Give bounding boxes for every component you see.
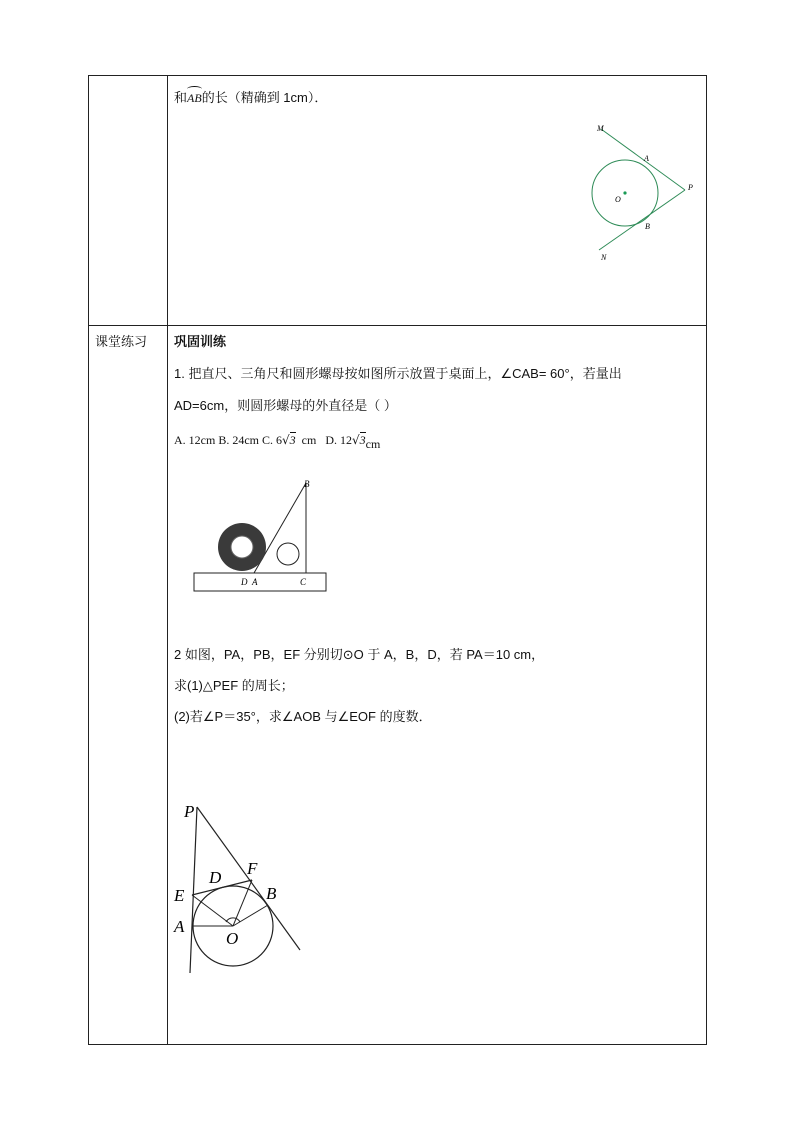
label-B: B — [266, 884, 277, 903]
option-c-prefix: C. 6 — [262, 433, 283, 447]
sqrt-sign: √ — [352, 433, 360, 447]
nut-inner — [231, 536, 253, 558]
label-O: O — [615, 195, 621, 204]
table-border-top — [88, 75, 707, 76]
label-D: D — [209, 868, 222, 887]
option-d-unit: cm — [365, 437, 381, 451]
option-c-root: 3 — [289, 433, 296, 447]
label-O: O — [226, 929, 239, 948]
label-N: N — [601, 253, 607, 262]
tangent-PA — [190, 807, 197, 973]
table-border-left — [88, 75, 89, 1045]
q2-line1: 2 如图，PA，PB，EF 分别切⊙O 于 A，B，D，若 PA＝10 cm， — [174, 647, 545, 662]
table-border-bottom — [88, 1044, 707, 1045]
row1-text-suffix: 的长（精确到 1cm）． — [201, 90, 328, 105]
table-border-right — [706, 75, 707, 1045]
small-circle — [277, 543, 299, 565]
center-dot — [623, 191, 626, 194]
row1-text-prefix: 和 — [174, 90, 188, 105]
label-E: E — [174, 886, 185, 905]
row1-text — [174, 90, 327, 106]
segment-OB — [233, 905, 268, 926]
label-A: A — [174, 917, 185, 936]
q1-line2: AD=6cm，则圆形螺母的外直径是（ ） — [174, 398, 397, 413]
tangent-line-PM — [601, 129, 685, 190]
label-P: P — [688, 183, 693, 192]
row2-left-label: 课堂练习 — [95, 334, 148, 349]
tangent-line-PN — [599, 190, 685, 250]
label-A: A — [252, 577, 258, 587]
option-d-root: 3 — [359, 433, 366, 447]
angle-arc — [226, 918, 240, 922]
label-F: F — [247, 859, 258, 878]
label-P: P — [184, 802, 195, 821]
option-c — [262, 432, 319, 447]
label-D: D — [241, 577, 248, 587]
tangent-triangle-figure — [170, 795, 310, 980]
row-divider — [88, 325, 707, 326]
label-B: B — [645, 222, 650, 231]
label-C: C — [300, 577, 307, 587]
section-heading: 巩固训练 — [174, 334, 227, 349]
q2-line2: 求(1)△PEF 的周长； — [174, 678, 294, 693]
sqrt-sign: √ — [282, 433, 290, 447]
option-b: B. 24cm — [218, 433, 259, 447]
q1-options — [174, 432, 381, 451]
option-a: A. 12cm — [174, 433, 216, 447]
q1-line1: 1. 把直尺、三角尺和圆形螺母按如图所示放置于桌面上，∠CAB= 60°，若量出 — [174, 366, 622, 381]
arc-label-text: AB — [187, 91, 202, 105]
tangent-circle-figure — [585, 115, 695, 265]
label-M: M — [597, 124, 604, 133]
option-d-prefix: D. 12 — [325, 433, 353, 447]
label-A: A — [644, 154, 649, 163]
column-divider — [167, 75, 168, 1045]
ruler — [194, 573, 326, 591]
option-c-unit: cm — [301, 433, 317, 447]
q2-line3: (2)若∠P＝35°，求∠AOB 与∠EOF 的度数． — [174, 709, 432, 724]
arc-mark — [187, 86, 202, 92]
arc-label — [187, 91, 202, 105]
ruler-triangle-nut-figure — [190, 475, 335, 597]
label-B: B — [304, 479, 310, 489]
